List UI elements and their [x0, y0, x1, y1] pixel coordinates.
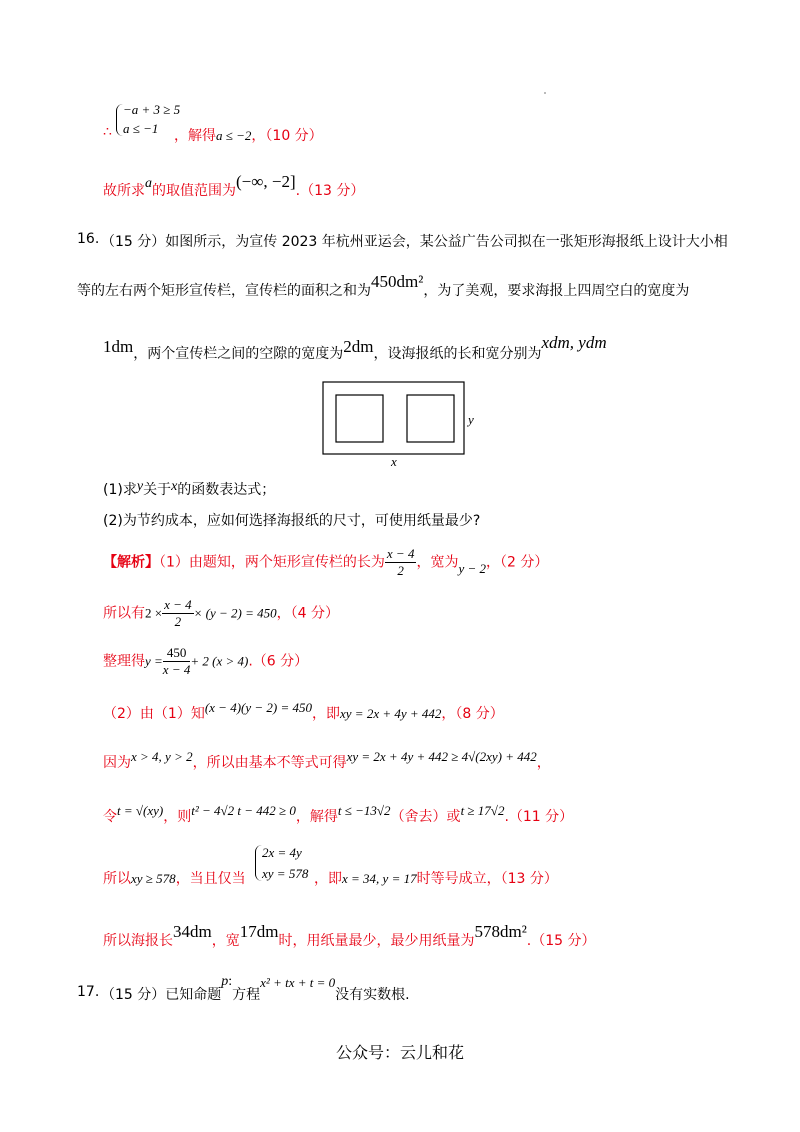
solution-line-4: （2）由（1）知(x − 4)(y − 2) = 450，即xy = 2x + 4y + 442，（8 分） [103, 700, 504, 722]
right-panel [407, 395, 454, 442]
poster-figure [322, 380, 482, 470]
solution-line-1: 【解析】（1）由题知，两个矩形宣传栏的长为 $\frac{x - 4}{2}$ ，宽为y − 2，（2 分） [103, 546, 549, 578]
footer-watermark: 公众号：云儿和花 [335, 1043, 464, 1062]
system-line-2: a ≤ −1 [123, 121, 159, 136]
poster-outline [323, 382, 464, 454]
q17-number: 17. [77, 984, 100, 1000]
q16-line-1: （15 分）如图所示，为宣传 2023 年杭州亚运会，某公益广告公司拟在一张矩形海报纸上设计大小相 [101, 234, 728, 250]
equality-system-line-2: xy = 578 [262, 866, 309, 881]
solution-line-3: 整理得y = $\frac{450}{x - 4}$ + 2 (x > 4).（6 分） [103, 645, 309, 677]
solution-line-7-a: 所以xy ≥ 578，当且仅当 [103, 871, 246, 887]
equality-system-line-1: 2x = 4y [262, 845, 302, 860]
label-y: y [468, 412, 474, 427]
left-panel [336, 395, 383, 442]
solution-line-2: 所以有2 × $\frac{x - 4}{2}$ × (y − 2) = 450，（4 分） [103, 597, 339, 629]
equality-system-brace [255, 845, 262, 881]
q17-text: （15 分）已知命题p:方程x² + tx + t = 0没有实数根. [101, 974, 410, 1003]
solution-line-6: 令t = √(xy)，则t² − 4√2 t − 442 ≥ 0，解得t ≤ −13√2（舍去）或t ≥ 17√2.（11 分） [103, 803, 574, 825]
q16-line-2: 等的左右两个矩形宣传栏，宣传栏的面积之和为450dm²，为了美观，要求海报上四周空白的宽度为 [77, 272, 690, 299]
subquestion-2: (2)为节约成本，应如何选择海报纸的尺寸，可使用纸量最少? [103, 513, 481, 529]
solution-line-7-b: ，即x = 34, y = 17时等号成立，（13 分） [314, 871, 558, 887]
q16-number: 16. [77, 231, 100, 247]
system-brace [116, 104, 123, 136]
label-x: x [391, 454, 397, 469]
therefore-symbol: ∴ [103, 124, 112, 140]
solution-line-8: 所以海报长34dm，宽17dm时，用纸量最少，最少用纸量为578dm².（15 分） [103, 922, 596, 949]
q16-line-3: 1dm，两个宣传栏之间的空隙的宽度为2dm，设海报纸的长和宽分别为xdm, ydm [103, 333, 607, 362]
range-conclusion: 故所求a的取值范围为(−∞, −2].（13 分） [103, 172, 365, 199]
solution-line-5: 因为x > 4, y > 2，所以由基本不等式可得xy = 2x + 4y + 442 ≥ 4√(2xy) + 442， [103, 749, 551, 771]
system-line-1: −a + 3 ≥ 5 [123, 102, 181, 117]
subquestion-1: (1)求y关于x的函数表达式； [103, 479, 276, 498]
scan-dot [544, 92, 546, 94]
solve-text: ，解得a ≤ −2，（10 分） [174, 128, 323, 144]
